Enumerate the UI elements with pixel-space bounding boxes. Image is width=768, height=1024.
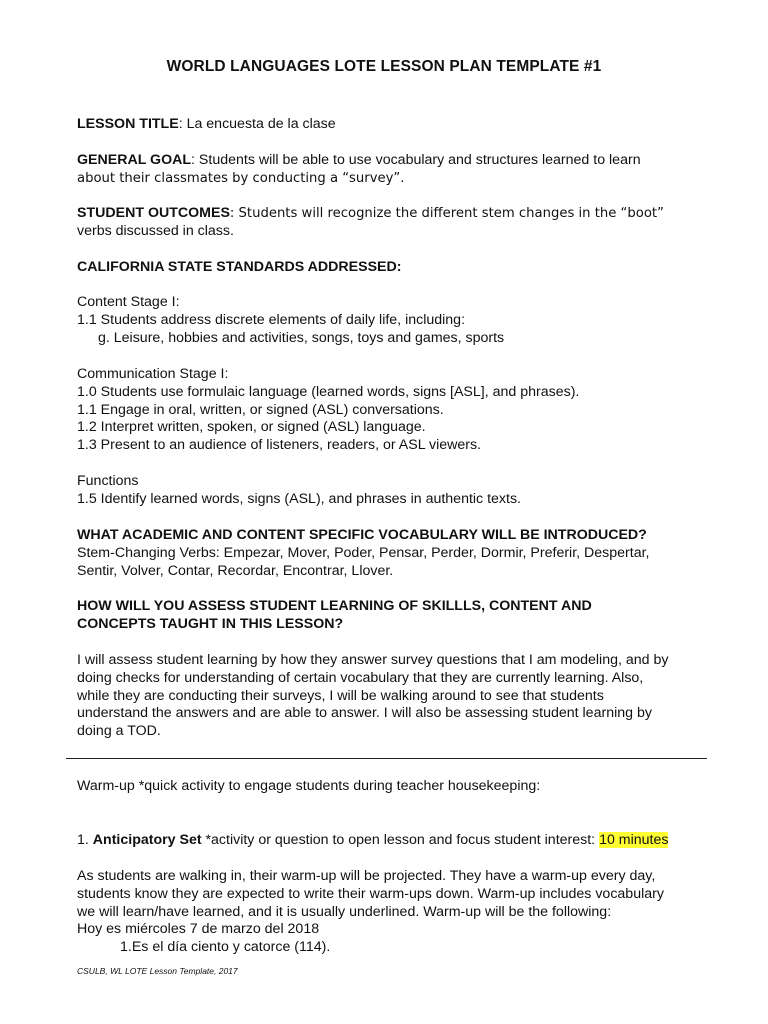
warmup-line: Hoy es miércoles 7 de marzo del 2018: [77, 921, 320, 938]
warmup-line: students know they are expected to write their warm-ups down. Warm-up includes vocabulary: [77, 885, 664, 902]
anticipatory-label: Anticipatory Set: [92, 832, 202, 848]
warmup-subitem: 1.Es el día ciento y catorce (114).: [120, 939, 331, 956]
student-outcomes-value-2: verbs discussed in class.: [77, 222, 234, 239]
communication-stage-item: 1.0 Students use formulaic language (learned words, signs [ASL], and phrases).: [77, 383, 580, 400]
general-goal-value-2: about their classmates by conducting a “survey”.: [77, 170, 405, 186]
anticipatory-text: *activity or question to open lesson and focus student interest:: [201, 832, 600, 848]
general-goal-section: [77, 152, 717, 188]
horizontal-divider: [66, 758, 707, 759]
student-outcomes-value-1: : Students will recognize the different stem changes in the “boot”: [229, 206, 664, 221]
lesson-title-value: : La encuesta de la clase: [178, 116, 336, 132]
time-highlight: 10 minutes: [599, 832, 669, 848]
content-stage-heading: Content Stage I:: [77, 294, 180, 310]
page-title: WORLD LANGUAGES LOTE LESSON PLAN TEMPLATE #1: [166, 58, 602, 75]
anticipatory-number: 1.: [77, 832, 93, 848]
vocabulary-heading: WHAT ACADEMIC AND CONTENT SPECIFIC VOCABULARY WILL BE INTRODUCED?: [77, 527, 647, 543]
vocabulary-line: Sentir, Volver, Contar, Recordar, Encontrar, Llover.: [77, 562, 394, 579]
assessment-line: I will assess student learning by how they answer survey questions that I am modeling, and by: [77, 652, 669, 668]
general-goal-label: GENERAL GOAL: [77, 152, 192, 168]
page-footer: CSULB, WL LOTE Lesson Template, 2017: [77, 966, 238, 976]
warmup-description: [77, 868, 717, 957]
student-outcomes-label: STUDENT OUTCOMES: [77, 205, 230, 221]
communication-stage-heading: Communication Stage I:: [77, 366, 229, 382]
content-stage-item: 1.1 Students address discrete elements of daily life, including:: [77, 311, 466, 328]
assessment-heading: CONCEPTS TAUGHT IN THIS LESSON?: [77, 615, 344, 632]
warmup-line: As students are walking in, their warm-up will be projected. They have a warm-up every day,: [77, 868, 656, 884]
vocabulary-section: [77, 527, 717, 580]
vocabulary-line: Stem-Changing Verbs: Empezar, Mover, Poder, Pensar, Perder, Dormir, Preferir, Despertar,: [77, 544, 650, 561]
assessment-line: understand the answers and are able to answer. I will also be assessing student learning by: [77, 705, 652, 722]
content-stage-subitem: g. Leisure, hobbies and activities, songs, toys and games, sports: [98, 329, 505, 346]
student-outcomes-section: [77, 205, 717, 241]
functions-heading: Functions: [77, 473, 139, 489]
communication-stage-section: [77, 366, 717, 455]
communication-stage-item: 1.3 Present to an audience of listeners, readers, or ASL viewers.: [77, 437, 482, 454]
warmup-line: we will learn/have learned, and it is usually underlined. Warm-up will be the following:: [77, 903, 612, 920]
content-stage-section: [77, 294, 717, 347]
communication-stage-item: 1.2 Interpret written, spoken, or signed (ASL) language.: [77, 419, 426, 436]
functions-section: [77, 473, 717, 509]
functions-item: 1.5 Identify learned words, signs (ASL), and phrases in authentic texts.: [77, 490, 521, 507]
standards-heading: CALIFORNIA STATE STANDARDS ADDRESSED:: [77, 259, 402, 275]
assessment-section: [77, 598, 717, 634]
assessment-line: doing checks for understanding of certain vocabulary that they are currently learning. Also,: [77, 669, 644, 686]
assessment-heading: HOW WILL YOU ASSESS STUDENT LEARNING OF SKILLLS, CONTENT AND: [77, 598, 592, 614]
anticipatory-set-section: [77, 832, 717, 850]
lesson-title-label: LESSON TITLE: [77, 116, 179, 132]
general-goal-value-1: : Students will be able to use vocabulary and structures learned to learn: [191, 152, 641, 168]
assessment-line: doing a TOD.: [77, 723, 161, 740]
assessment-body: [77, 652, 717, 741]
communication-stage-item: 1.1 Engage in oral, written, or signed (ASL) conversations.: [77, 401, 444, 418]
warmup-text: Warm-up *quick activity to engage students during teacher housekeeping:: [77, 778, 541, 794]
lesson-title-section: [77, 116, 717, 134]
assessment-line: while they are conducting their surveys, I will be walking around to see that students: [77, 687, 604, 704]
